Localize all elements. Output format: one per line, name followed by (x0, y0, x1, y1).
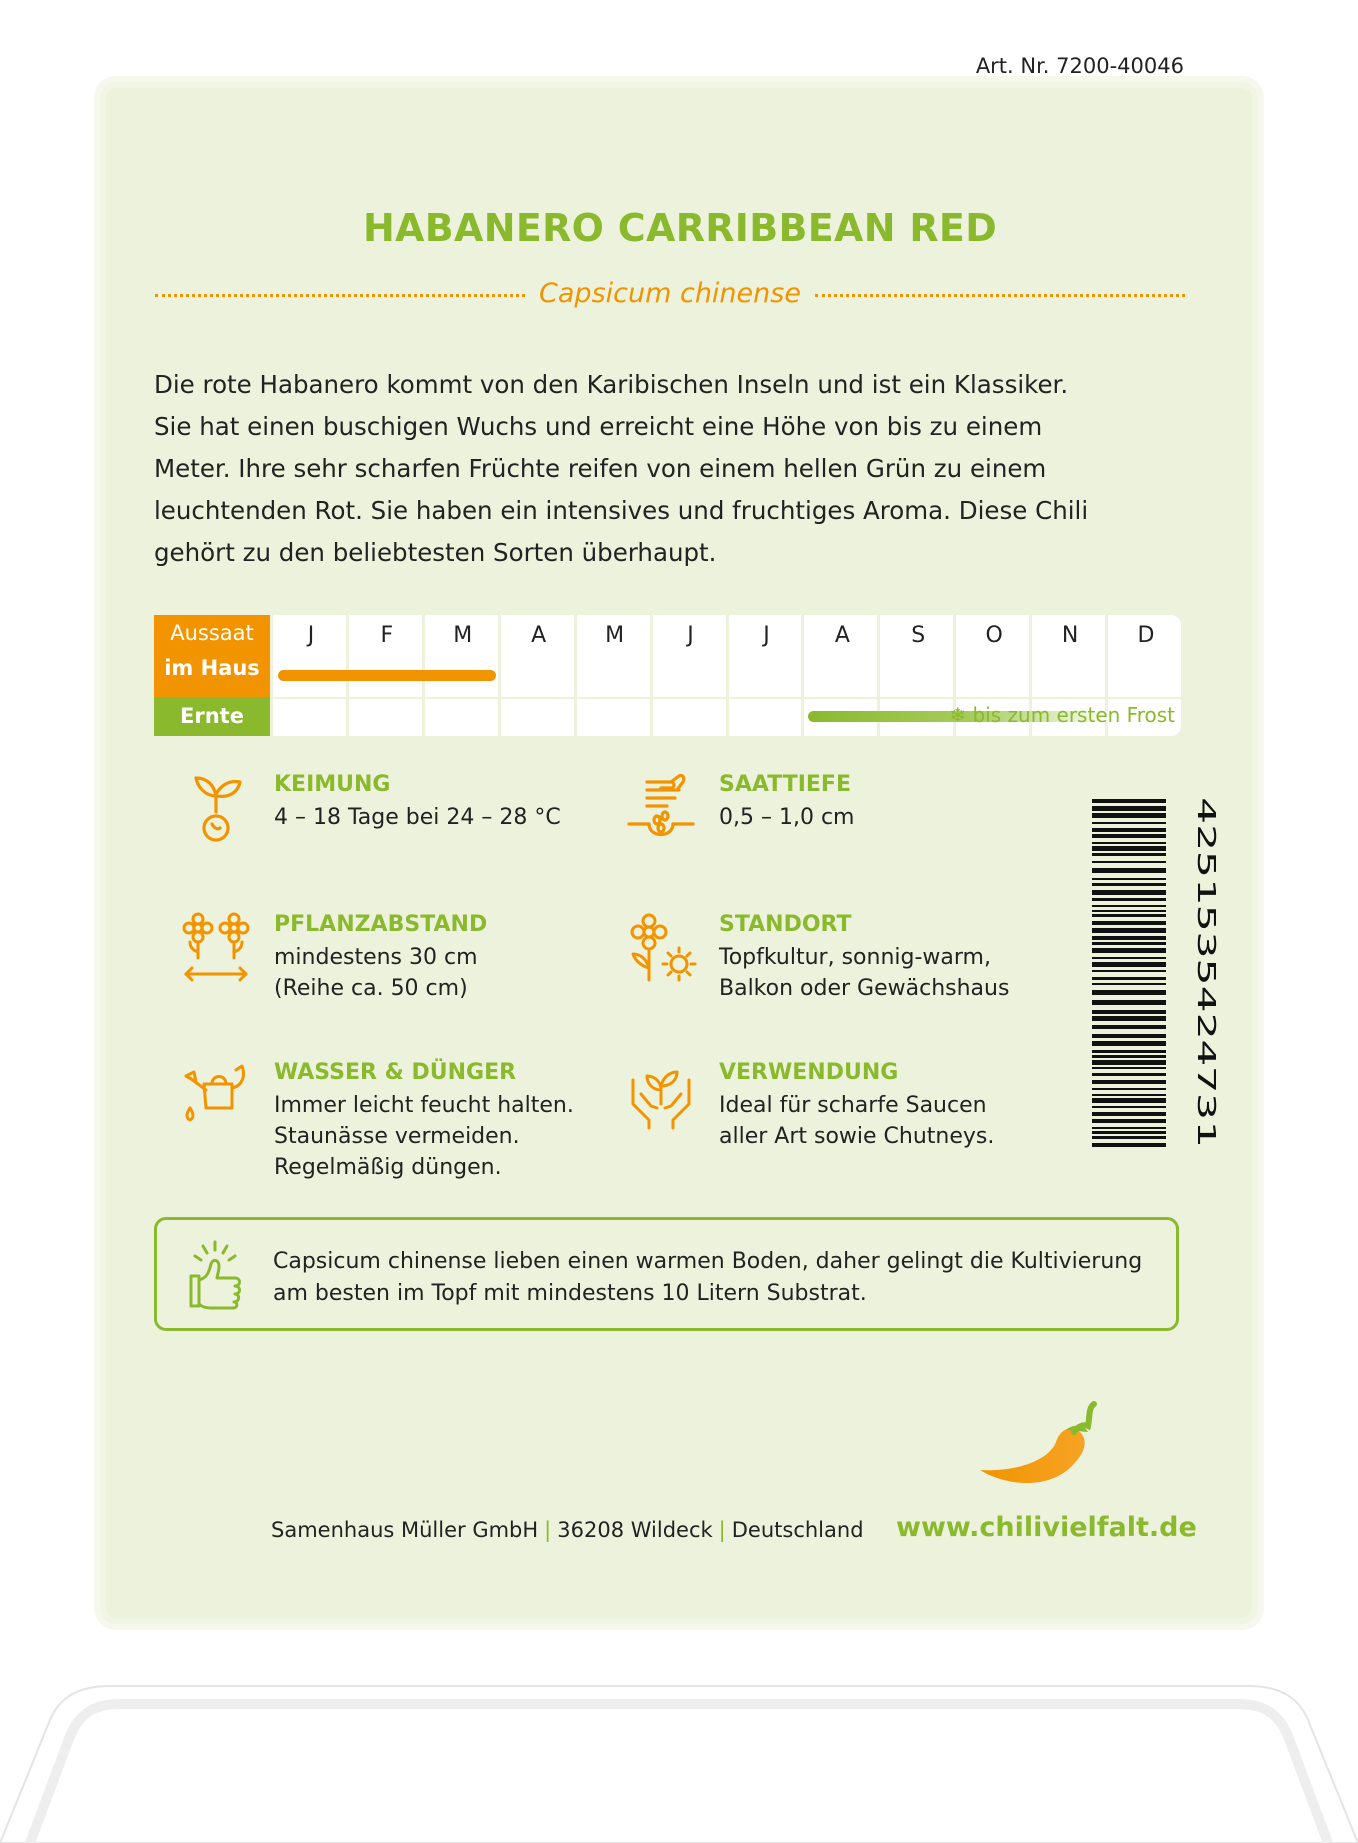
barcode-bar (1092, 1025, 1166, 1029)
barcode-bar (1092, 1112, 1166, 1116)
barcode-bar (1092, 878, 1166, 880)
sowing-label-line1: Aussaat (170, 621, 254, 645)
tip-line: am besten im Topf mit mindestens 10 Litern Substrat. (273, 1281, 867, 1306)
barcode-bar (1092, 1016, 1166, 1021)
saattiefe-line: 0,5 – 1,0 cm (719, 805, 855, 830)
barcode-bar (1092, 1136, 1166, 1139)
barcode-bar (1092, 1000, 1166, 1005)
month-label: J (687, 623, 694, 648)
barcode-bar (1092, 1094, 1166, 1096)
month-column (726, 615, 805, 736)
barcode-bar (1092, 806, 1166, 811)
barcode-bar (1092, 1055, 1166, 1058)
barcode-bar (1092, 936, 1166, 940)
barcode-bar (1092, 1050, 1166, 1053)
sowing-period-bar (278, 670, 496, 681)
saattiefe-title: SAATTIEFE (719, 772, 851, 797)
month-column (498, 615, 577, 736)
flowers-spacing-icon (182, 912, 250, 984)
month-label: M (453, 623, 473, 648)
description-line: leuchtenden Rot. Sie haben ein intensives und fruchtiges Aroma. Diese Chili (154, 496, 1089, 525)
tip-text (273, 1246, 1142, 1310)
saattiefe-text (719, 802, 854, 833)
description (154, 364, 1204, 574)
standort-line: Topfkultur, sonnig-warm, (719, 945, 991, 970)
wasser-title: WASSER & DÜNGER (274, 1060, 517, 1085)
barcode (1088, 797, 1221, 1153)
month-label: M (605, 623, 625, 648)
month-label: F (380, 623, 394, 648)
company-line (271, 1518, 864, 1542)
barcode-bar (1092, 1119, 1166, 1123)
barcode-bar (1092, 822, 1166, 824)
keimung-line: 4 – 18 Tage bei 24 – 28 °C (274, 805, 561, 830)
barcode-bar (1092, 846, 1166, 851)
month-label: J (307, 623, 315, 648)
packet-background (106, 88, 1252, 1618)
barcode-number: 4251535424731 (1192, 797, 1221, 993)
barcode-bar (1092, 853, 1166, 856)
chili-pepper-icon (976, 1402, 1106, 1512)
month-label: S (911, 623, 926, 648)
standort-text (719, 942, 1009, 1004)
barcode-bar (1092, 828, 1166, 832)
description-line: Die rote Habanero kommt von den Karibischen Inseln und ist ein Klassiker. (154, 370, 1069, 399)
barcode-bar (1092, 1073, 1166, 1076)
barcode-bar (1092, 1088, 1166, 1090)
month-label: J (763, 623, 770, 648)
verwendung-text (719, 1090, 994, 1152)
barcode-bar (1092, 942, 1166, 945)
keimung-title: KEIMUNG (274, 772, 391, 797)
wasser-line: Immer leicht feucht halten. (274, 1093, 574, 1118)
pflanzabstand-line: (Reihe ca. 50 cm) (274, 976, 468, 1001)
barcode-bar (1092, 905, 1166, 907)
barcode-bar (1092, 990, 1166, 995)
barcode-bar (1092, 1010, 1166, 1014)
barcode-bar (1092, 910, 1166, 912)
month-label: A (834, 623, 850, 648)
subtitle-row (155, 278, 1185, 312)
tip-line: Capsicum chinense lieben einen warmen Boden, daher gelingt die Kultivierung (273, 1249, 1143, 1274)
keimung-text (274, 802, 561, 833)
company-name: Samenhaus Müller GmbH (271, 1518, 539, 1542)
product-title: HABANERO CARRIBBEAN RED (362, 206, 998, 250)
barcode-bar (1092, 842, 1166, 844)
barcode-bar (1092, 883, 1166, 886)
article-number: Art. Nr. 7200-40046 (975, 54, 1184, 78)
harvest-label: Ernte (154, 697, 270, 736)
barcode-bar (1092, 898, 1166, 901)
wasser-text (274, 1090, 574, 1183)
website-link[interactable]: www.chilivielfalt.de (896, 1512, 1197, 1543)
barcode-bar (1092, 977, 1166, 980)
month-column (650, 615, 729, 736)
barcode-bar (1092, 861, 1166, 863)
pflanzabstand-line: mindestens 30 cm (274, 945, 478, 970)
botanical-name: Capsicum chinense (539, 278, 801, 309)
barcode-bar (1092, 1067, 1166, 1069)
frost-note: ❄ bis zum ersten Frost (949, 703, 1175, 727)
month-label: D (1137, 623, 1155, 648)
verwendung-line: Ideal für scharfe Saucen (719, 1093, 987, 1118)
hand-seeds-icon (627, 772, 695, 844)
barcode-bar (1092, 983, 1166, 985)
description-line: Sie hat einen buschigen Wuchs und erreicht eine Höhe von bis zu einem (154, 412, 1043, 441)
month-label: O (985, 623, 1003, 648)
calendar-row-divider (270, 697, 1181, 699)
flower-sun-icon (627, 912, 695, 984)
barcode-bar (1092, 1080, 1166, 1084)
wasser-line: Regelmäßig düngen. (274, 1155, 502, 1180)
sprout-icon (182, 772, 250, 844)
standort-title: STANDORT (719, 912, 852, 937)
sowing-label-line2: im Haus (164, 656, 260, 680)
sowing-label (154, 615, 270, 697)
barcode-bar (1092, 868, 1166, 873)
barcode-bar (1092, 957, 1166, 959)
barcode-bar (1092, 948, 1166, 953)
pflanzabstand-title: PFLANZABSTAND (274, 912, 488, 937)
description-line: gehört zu den beliebtesten Sorten überhaupt. (154, 538, 717, 567)
barcode-bar (1092, 799, 1166, 803)
company-postal: 36208 Wildeck (557, 1518, 713, 1542)
barcode-bar (1092, 928, 1166, 933)
barcode-bar (1092, 1127, 1166, 1129)
barcode-bar (1092, 970, 1166, 972)
hands-plant-icon (627, 1060, 695, 1132)
thumbs-up-icon (185, 1236, 249, 1316)
barcode-bar (1092, 1143, 1166, 1147)
description-line: Meter. Ihre sehr scharfen Früchte reifen von einem hellen Grün zu einem (154, 454, 1047, 483)
watering-can-icon (182, 1060, 250, 1132)
barcode-bar (1092, 890, 1166, 895)
verwendung-title: VERWENDUNG (719, 1060, 899, 1085)
barcode-bar (1092, 962, 1166, 967)
barcode-bar (1092, 914, 1166, 917)
barcode-bar (1092, 834, 1166, 838)
separator: | (718, 1518, 726, 1542)
barcode-bars (1092, 799, 1166, 1147)
barcode-bar (1092, 1041, 1166, 1046)
month-label: A (531, 623, 547, 648)
company-country: Deutschland (731, 1518, 864, 1542)
tip-box (154, 1217, 1179, 1331)
growing-calendar (154, 615, 1181, 736)
wasser-line: Staunässe vermeiden. (274, 1124, 520, 1149)
month-column (574, 615, 653, 736)
barcode-bar (1092, 1106, 1166, 1108)
standort-line: Balkon oder Gewächshaus (719, 976, 1010, 1001)
verwendung-line: aller Art sowie Chutneys. (719, 1124, 995, 1149)
barcode-bar (1092, 1098, 1166, 1103)
barcode-bar (1092, 1060, 1166, 1065)
month-label: N (1061, 623, 1079, 648)
packet-bottom-flap (0, 1660, 1358, 1843)
separator: | (544, 1518, 552, 1542)
pflanzabstand-text (274, 942, 478, 1004)
barcode-bar (1092, 921, 1166, 925)
barcode-bar (1092, 1034, 1166, 1038)
barcode-bar (1092, 813, 1166, 818)
barcode-bar (1092, 1131, 1166, 1134)
